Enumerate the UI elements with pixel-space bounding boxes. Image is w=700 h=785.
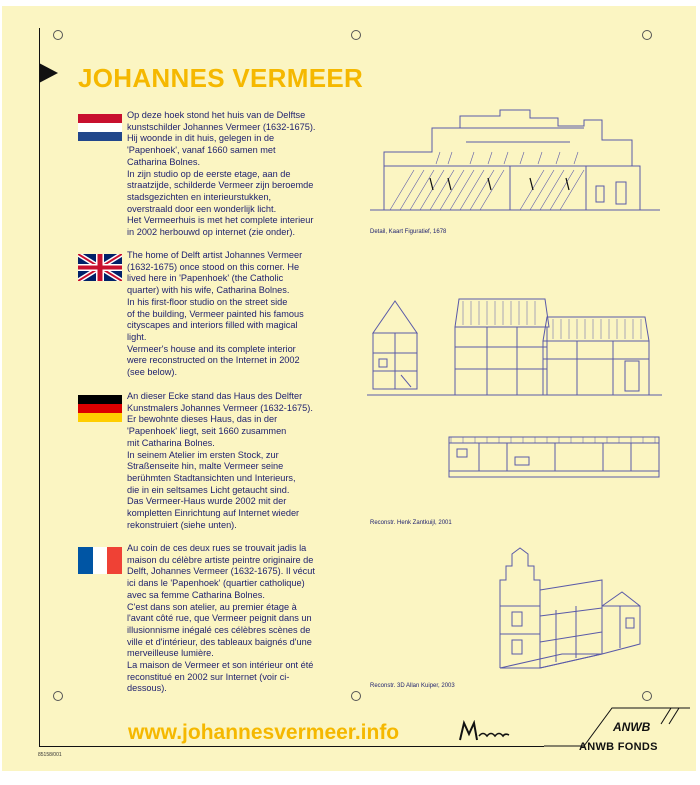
mount-hole: [642, 30, 652, 40]
section-text-english: The home of Delft artist Johannes Vermeer (1632-1675) once stood on this corner. He lived here in 'Papenhoek' (the Catholic quarter) with his wife, Catharina Bolnes. In his first-floor studio on the street side of the building, Vermeer painted his famous cityscapes and interiors filled with magical light. Vermeer's house and its complete interior were reconstructed on the Internet in 2002 (see below).: [127, 250, 304, 378]
anwb-logo-text: ANWB: [613, 720, 651, 734]
reconstruction-section-drawing: [367, 291, 667, 516]
information-board: [2, 6, 696, 771]
section-german: [78, 391, 348, 541]
france-flag-icon: [78, 547, 122, 574]
anwb-fonds-logo: ANWB FONDS: [579, 741, 658, 753]
anwb-slash-icon: [657, 706, 687, 726]
sign-code: 85158/001: [38, 752, 62, 758]
reconstruction-3d-drawing: [472, 546, 672, 676]
bottom-border-line: [39, 746, 544, 747]
mount-hole: [351, 691, 361, 701]
mount-hole: [53, 691, 63, 701]
netherlands-flag-icon: [78, 114, 122, 141]
caption-map-detail: Detail, Kaart Figuratief, 1678: [370, 229, 447, 235]
mount-hole: [351, 30, 361, 40]
mount-hole: [642, 691, 652, 701]
section-dutch: [78, 110, 348, 250]
left-border-line: [39, 28, 40, 746]
mount-hole: [53, 30, 63, 40]
page-title: JOHANNES VERMEER: [78, 63, 364, 93]
meer-logo-icon: [457, 720, 517, 742]
section-text-french: Au coin de ces deux rues se trouvait jadis la maison du célèbre artiste peintre originaire de Delft, Johannes Vermeer (1632-1675). Il vécut ici dans le 'Papenhoek' (quartier catholique) avec sa femme Catharina Bolnes. C'est dans son atelier, au premier étage à l'avant côté rue, que Vermeer peignit dans un illusionnisme inégalé ces célèbres scènes de ville et d'intérieur, des tableaux baignés d'une merveilleuse lumière. La maison de Vermeer et son intérieur ont été reconstitué en 2002 sur Internet (voir ci- dessous).: [127, 543, 315, 694]
caption-reconstruction: Reconstr. Henk Zantkuijl, 2001: [370, 520, 452, 526]
website-link[interactable]: www.johannesvermeer.info: [128, 721, 400, 744]
section-text-dutch: Op deze hoek stond het huis van de Delftse kunstschilder Johannes Vermeer (1632-1675). Hij woonde in dit huis, gelegen in de 'Papenhoek', vanaf 1660 samen met Catharina Bolnes. In zijn studio op de eerste etage, aan de straatzijde, schilderde Vermeer zijn beroemde stadsgezichten en interieurstukken, overstraald door een wonderlijk licht. Het Vermeerhuis is met het complete interieur in 2002 herbouwd op internet (zie onder).: [127, 110, 316, 238]
united-kingdom-flag-icon: [78, 254, 122, 281]
caption-reconstruction-3d: Reconstr. 3D Allan Kuiper, 2003: [370, 683, 455, 689]
section-text-german: An dieser Ecke stand das Haus des Delfter Kunstmalers Johannes Vermeer (1632-1675). Er bewohnte dieses Haus, das in der 'Papenhoek' liegt, seit 1660 zusammen mit Catharina Bolnes. In seinem Atelier im ersten Stock, zur Straßenseite hin, malte Vermeer seine berühmten Stadtansichten und Interieurs, die in ein seltsames Licht getaucht sind. Das Vermeer-Haus wurde 2002 mit der kompletten Einrichtung auf Internet wieder rekonstruiert (siehe unten).: [127, 391, 313, 530]
map-detail-drawing: [370, 106, 670, 221]
section-french: [78, 543, 348, 698]
section-english: [78, 250, 348, 390]
title-marker-icon: [38, 62, 60, 84]
germany-flag-icon: [78, 395, 122, 422]
